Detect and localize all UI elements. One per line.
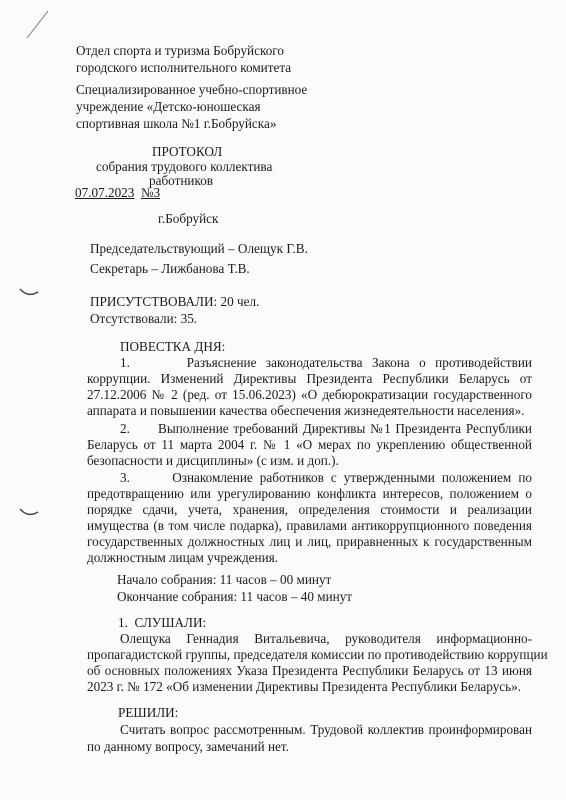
doc-date: 07.07.2023	[75, 185, 135, 200]
punch-hole-mark-top	[18, 286, 40, 300]
doc-city: г.Бобруйск	[158, 211, 219, 226]
doc-subtitle-2: работников	[149, 173, 214, 188]
doc-subtitle-1: собрания трудового коллектива	[96, 159, 273, 174]
decided-line-1: Считать вопрос рассмотренным. Трудовой коллектив проинформирован	[120, 722, 532, 737]
agenda-item-2-line-1: 2. Выполнение требований Директивы №1 Президента Республики	[120, 421, 532, 436]
org-line-3: Специализированное учебно-спортивное	[76, 82, 308, 97]
chairperson: Председательствующий – Олещук Г.В.	[90, 241, 308, 256]
heard-line-1: Олещука Геннадия Витальевича, руководителя информационно-	[120, 631, 532, 646]
agenda-item-1-line-4: аппарата и повышении качества обеспечения жизнедеятельности населения».	[87, 403, 525, 418]
doc-number: №3	[140, 185, 161, 200]
heard-heading: 1. СЛУШАЛИ:	[118, 615, 207, 630]
agenda-item-3-line-4: имущества (в том числе подарка), правилами антикоррупционного поведения	[87, 518, 532, 533]
meeting-start: Начало собрания: 11 часов – 00 минут	[117, 572, 332, 587]
agenda-item-3-line-3: порядке сдачи, учета, хранения, определения стоимости и реализации	[87, 502, 532, 517]
absent-count: Отсутствовали: 35.	[90, 311, 198, 326]
agenda-item-1-line-2: коррупции. Изменений Директивы Президента Республики Беларусь от	[87, 371, 532, 386]
decided-line-2: по данному вопросу, замечаний нет.	[87, 739, 289, 754]
secretary: Секретарь – Лижбанова Т.В.	[90, 261, 250, 276]
doc-date-number	[75, 184, 160, 201]
agenda-item-2-line-3: безопасности и дисциплины» (с изм. и доп.).	[87, 453, 339, 468]
punch-hole-mark-bottom	[18, 506, 40, 520]
agenda-item-3-line-5: государственных должностных лиц и лиц, приравненных к государственным	[87, 534, 532, 549]
agenda-heading: ПОВЕСТКА ДНЯ:	[120, 339, 226, 354]
agenda-item-1-line-1: 1. Разъяснение законодательства Закона о противодействии	[120, 355, 532, 370]
agenda-item-3-line-1: 3. Ознакомление работников с утвержденными положением по	[120, 470, 532, 485]
heard-line-2: пропагадистской группы, председателя комиссии по противодействию коррупции	[87, 647, 548, 662]
heard-line-3: об основных положениях Указа Президента Республики Беларусь от 13 июня	[87, 663, 532, 678]
meeting-end: Окончание собрания: 11 часов – 40 минут	[117, 589, 353, 604]
org-line-4: учреждение «Детско-юношеская	[76, 99, 261, 114]
doc-title: ПРОТОКОЛ	[152, 144, 223, 159]
agenda-item-3-line-6: должностным лицам учреждения.	[87, 550, 278, 565]
agenda-item-2-line-2: Беларусь от 11 марта 2004 г. № 1 «О мерах по укреплению общественной	[87, 437, 532, 452]
present-count: ПРИСУТСТВОВАЛИ: 20 чел.	[90, 294, 260, 309]
org-line-5: спортивная школа №1 г.Бобруйска»	[76, 116, 277, 131]
heard-line-4: 2023 г. № 172 «Об изменении Директивы Президента Республики Беларусь».	[87, 679, 522, 694]
agenda-item-3-line-2: предотвращению или урегулированию конфликта интересов, положением о	[87, 486, 532, 501]
decided-heading: РЕШИЛИ:	[118, 705, 179, 720]
scan-corner-mark	[24, 8, 54, 40]
org-line-2: городского исполнительного комитета	[76, 60, 292, 75]
agenda-item-1-line-3: 27.12.2006 № 2 (ред. от 15.06.2023) «О дебюрократизации государственного	[87, 387, 532, 402]
org-line-1: Отдел спорта и туризма Бобруйского	[76, 43, 284, 58]
